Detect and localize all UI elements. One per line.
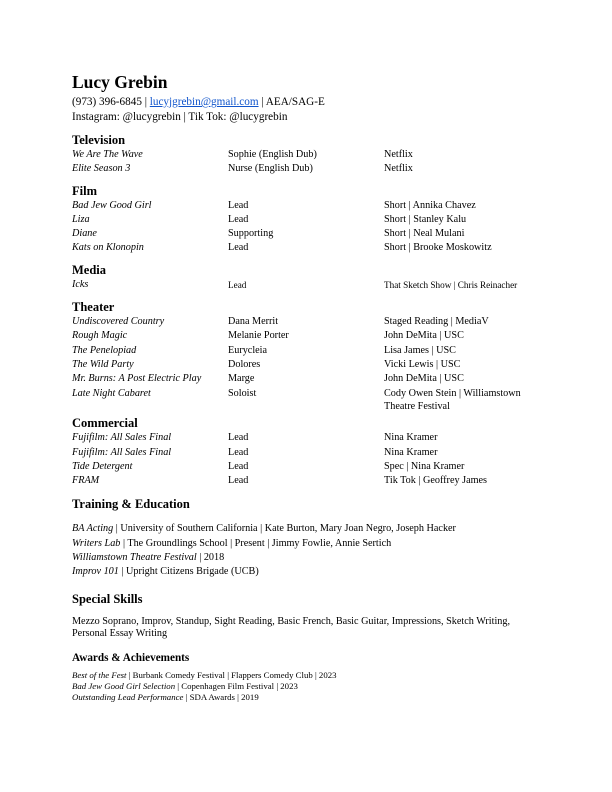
credit-row xyxy=(72,460,542,474)
credit-title: Mr. Burns: A Post Electric Play xyxy=(72,373,202,385)
credit-role: Nurse (English Dub) xyxy=(228,163,313,175)
credit-role: Lead xyxy=(228,432,249,444)
credit-title: Undiscovered Country xyxy=(72,316,165,328)
training-program: BA Acting xyxy=(72,523,114,535)
credit-role: Supporting xyxy=(228,228,274,240)
credit-company: Nina Kramer xyxy=(384,432,438,444)
section-theater-title: Theater xyxy=(72,300,115,315)
credit-company: Vicki Lewis | USC xyxy=(384,358,461,370)
credit-row xyxy=(72,148,542,162)
awards-list xyxy=(72,670,542,703)
credit-role: Lead xyxy=(228,213,249,225)
credit-title: FRAM xyxy=(72,475,100,487)
award-details: | Burbank Comedy Festival | Flappers Comedy Club | 2023 xyxy=(126,669,337,680)
credit-title: Kats on Klonopin xyxy=(72,242,144,254)
credit-row xyxy=(72,315,542,329)
award-name: Bad Jew Good Girl Selection xyxy=(72,680,176,691)
separator: | xyxy=(141,96,150,108)
credit-role: Melanie Porter xyxy=(228,330,289,342)
award-line xyxy=(72,670,542,681)
credit-row xyxy=(72,162,542,176)
credit-row xyxy=(72,278,542,292)
credit-role: Dolores xyxy=(228,358,261,370)
credit-row xyxy=(72,358,542,372)
credit-role: Lead xyxy=(228,199,249,211)
training-details: | The Groundlings School | Present | Jimmy Fowlie, Annie Sertich xyxy=(120,537,392,549)
credit-title: Icks xyxy=(72,278,89,290)
credit-title: Fujifilm: All Sales Final xyxy=(72,432,172,444)
credit-company: Spec | Nina Kramer xyxy=(384,460,465,472)
credit-company: Short | Brooke Moskowitz xyxy=(384,242,492,254)
resume-page xyxy=(72,72,542,703)
credit-row xyxy=(72,344,542,358)
phone: (973) 396-6845 xyxy=(72,96,142,108)
section-film-title: Film xyxy=(72,183,97,198)
award-name: Outstanding Lead Performance xyxy=(72,691,184,702)
credit-title: Fujifilm: All Sales Final xyxy=(72,446,172,458)
credit-company: John DeMita | USC xyxy=(384,373,464,385)
training-details: | Upright Citizens Brigade (UCB) xyxy=(118,566,259,578)
award-details: | SDA Awards | 2019 xyxy=(183,691,259,702)
credit-title: Late Night Cabaret xyxy=(72,388,151,400)
award-line xyxy=(72,692,542,703)
credit-role: Eurycleia xyxy=(228,344,268,356)
credit-row xyxy=(72,446,542,460)
credit-company: Nina Kramer xyxy=(384,446,438,458)
credit-company: Netflix xyxy=(384,163,413,175)
credit-row xyxy=(72,213,542,227)
credit-title: The Penelopiad xyxy=(72,344,137,356)
resume-name: Lucy Grebin xyxy=(72,72,168,92)
credit-title: Tide Detergent xyxy=(72,460,133,472)
section-awards-title: Awards & Achievements xyxy=(72,651,190,664)
credit-role: Marge xyxy=(228,373,255,385)
training-program: Improv 101 xyxy=(72,566,119,578)
credit-row xyxy=(72,227,542,241)
credit-row xyxy=(72,329,542,343)
section-training-title: Training & Education xyxy=(72,497,190,512)
credit-row xyxy=(72,474,542,488)
training-program: Writers Lab xyxy=(72,537,121,549)
credit-company: Short | Annika Chavez xyxy=(384,199,476,211)
credit-row xyxy=(72,372,542,387)
separator: | xyxy=(258,96,266,108)
training-list xyxy=(72,522,542,579)
credit-title: Diane xyxy=(72,228,97,240)
credit-title: Bad Jew Good Girl xyxy=(72,199,152,211)
credit-row xyxy=(72,199,542,213)
training-program: Williamstown Theatre Festival xyxy=(72,552,197,564)
credit-role: Lead xyxy=(228,279,247,290)
credit-role: Lead xyxy=(228,446,249,458)
section-commercial-title: Commercial xyxy=(72,416,138,431)
credit-role: Sophie (English Dub) xyxy=(228,149,317,160)
credit-role: Soloist xyxy=(228,388,257,400)
email-link[interactable]: lucyjgrebin@gmail.com xyxy=(149,96,259,108)
credit-company: John DeMita | USC xyxy=(384,330,464,342)
credit-row xyxy=(72,387,542,413)
training-details: | University of Southern California | Kate Burton, Mary Joan Negro, Joseph Hacker xyxy=(113,523,456,535)
credit-company: Staged Reading | MediaV xyxy=(384,316,489,328)
award-line xyxy=(72,681,542,692)
section-skills-title: Special Skills xyxy=(72,591,143,606)
credit-title: Elite Season 3 xyxy=(72,163,131,175)
training-line xyxy=(72,565,542,579)
credit-title: Liza xyxy=(72,213,90,225)
credit-role: Lead xyxy=(228,475,249,487)
credit-company: Short | Stanley Kalu xyxy=(384,213,467,225)
training-line xyxy=(72,522,542,536)
credit-title: We Are The Wave xyxy=(72,149,143,160)
award-details: | Copenhagen Film Festival | 2023 xyxy=(175,680,298,691)
contact-line xyxy=(72,95,542,110)
credit-company: Cody Owen Stein | Williamstown Theatre Festival xyxy=(384,388,521,412)
credit-title: Rough Magic xyxy=(72,330,128,342)
union: AEA/SAG-E xyxy=(265,96,325,108)
credit-company: Netflix xyxy=(384,149,413,160)
credit-company: Tik Tok | Geoffrey James xyxy=(384,475,488,487)
credit-company: Lisa James | USC xyxy=(384,344,456,356)
credit-company: That Sketch Show | Chris Reinacher xyxy=(384,279,518,290)
credit-row xyxy=(72,241,542,255)
credit-company: Short | Neal Mulani xyxy=(384,228,465,240)
credit-role: Lead xyxy=(228,460,249,472)
credit-title: The Wild Party xyxy=(72,358,134,370)
training-line xyxy=(72,537,542,551)
credit-role: Dana Merrit xyxy=(228,316,279,328)
training-line xyxy=(72,551,542,565)
social-line: Instagram: @lucygrebin | Tik Tok: @lucygrebin xyxy=(72,110,288,123)
credit-role: Lead xyxy=(228,242,249,254)
credit-row xyxy=(72,431,542,445)
skills-text: Mezzo Soprano, Improv, Standup, Sight Reading, Basic French, Basic Guitar, Impressions, Sketch Writing, Personal Essay Writing xyxy=(72,615,511,640)
award-name: Best of the Fest xyxy=(72,669,127,680)
section-media-title: Media xyxy=(72,262,107,277)
section-television-title: Television xyxy=(72,133,126,147)
training-details: | 2018 xyxy=(196,552,225,564)
